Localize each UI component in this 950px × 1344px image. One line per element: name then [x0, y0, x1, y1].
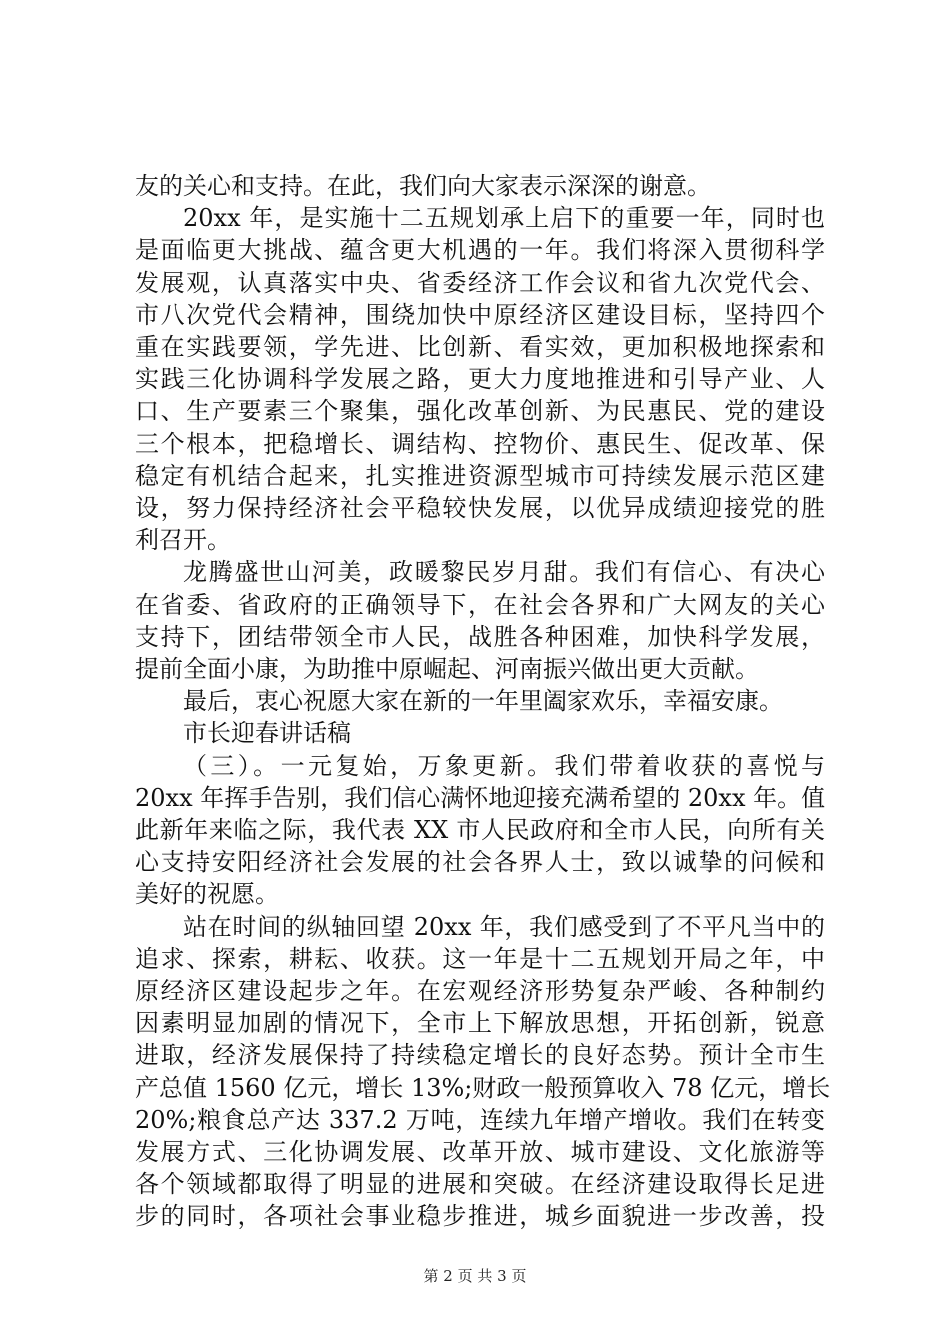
text-line: 产总值 1560 亿元，增长 13%;财政一般预算收入 78 亿元，增长 [135, 1073, 831, 1102]
section-heading: 市长迎春讲话稿 [183, 719, 351, 748]
text-line: 是面临更大挑战、蕴含更大机遇的一年。我们将深入贯彻科学 [135, 236, 825, 265]
text-line: 各个领域都取得了明显的进展和突破。在经济建设取得长足进 [135, 1170, 825, 1199]
text-line: 步的同时，各项社会事业稳步推进，城乡面貌进一步改善，投 [135, 1202, 825, 1231]
text-line: 因素明显加剧的情况下，全市上下解放思想，开拓创新，锐意 [135, 1009, 825, 1038]
text-line: 此新年来临之际，我代表 XX 市人民政府和全市人民，向所有关 [135, 816, 825, 844]
text-line: 最后，衷心祝愿大家在新的一年里阖家欢乐，幸福安康。 [183, 687, 783, 716]
text-line: 追求、探索，耕耘、收获。这一年是十二五规划开局之年，中 [135, 944, 825, 973]
text-line: 站在时间的纵轴回望 20xx 年，我们感受到了不平凡当中的 [183, 912, 825, 941]
text-line: 三个根本，把稳增长、调结构、控物价、惠民生、促改革、保 [135, 429, 825, 458]
text-line: 市八次党代会精神，围绕加快中原经济区建设目标，坚持四个 [135, 300, 825, 329]
text-line: 龙腾盛世山河美，政暖黎民岁月甜。我们有信心、有决心 [183, 558, 825, 587]
text-line: 口、生产要素三个聚集，强化改革创新、为民惠民、党的建设 [135, 397, 825, 426]
text-line: 心支持安阳经济社会发展的社会各界人士，致以诚挚的问候和 [135, 848, 825, 877]
text-line: 支持下，团结带领全市人民，战胜各种困难，加快科学发展， [135, 622, 825, 651]
text-line: 发展观，认真落实中央、省委经济工作会议和省九次党代会、 [135, 268, 825, 297]
text-line: 20xx 年，是实施十二五规划承上启下的重要一年，同时也 [183, 204, 825, 233]
text-line: 稳定有机结合起来，扎实推进资源型城市可持续发展示范区建 [135, 461, 825, 490]
text-line: 实践三化协调科学发展之路，更大力度地推进和引导产业、人 [135, 365, 825, 394]
text-line: 20xx 年挥手告别，我们信心满怀地迎接充满希望的 20xx 年。值 [135, 783, 826, 812]
text-line: 进取，经济发展保持了持续稳定增长的良好态势。预计全市生 [135, 1041, 825, 1070]
text-line: 在省委、省政府的正确领导下，在社会各界和广大网友的关心 [135, 590, 825, 619]
text-line: 提前全面小康，为助推中原崛起、河南振兴做出更大贡献。 [135, 655, 759, 683]
text-line: 重在实践要领，学先进、比创新、看实效，更加积极地探索和 [135, 333, 825, 361]
text-line: 原经济区建设起步之年。在宏观经济形势复杂严峻、各种制约 [135, 977, 825, 1005]
text-line: 发展方式、三化协调发展、改革开放、城市建设、文化旅游等 [135, 1138, 825, 1166]
text-line: 设，努力保持经济社会平稳较快发展，以优异成绩迎接党的胜 [135, 494, 825, 522]
text-line: 利召开。 [135, 526, 231, 555]
text-line: 20%;粮食总产达 337.2 万吨，连续九年增产增收。我们在转变 [135, 1105, 825, 1134]
page-number-footer: 第 2 页 共 3 页 [423, 1267, 527, 1285]
text-line: 友的关心和支持。在此，我们向大家表示深深的谢意。 [135, 172, 711, 200]
text-line: （三）。一元复始，万象更新。我们带着收获的喜悦与 [183, 751, 825, 780]
text-line: 美好的祝愿。 [135, 880, 279, 909]
